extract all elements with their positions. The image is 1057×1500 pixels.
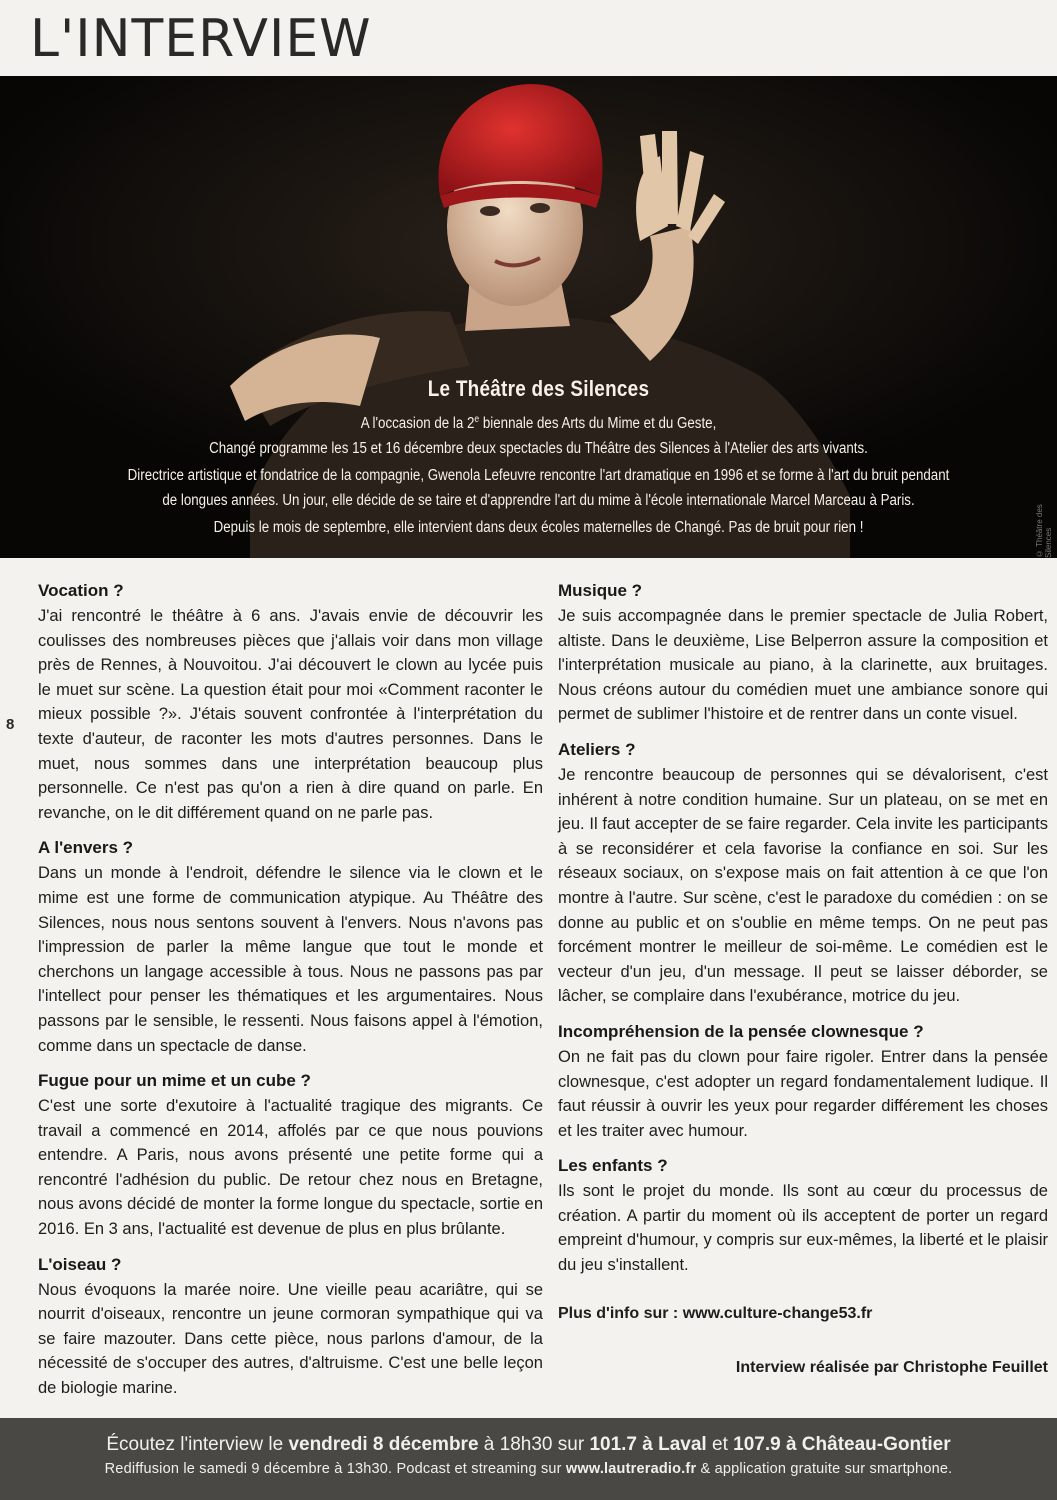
- section-heading: Ateliers ?: [558, 739, 636, 759]
- hero-title: Le Théâtre des Silences: [427, 376, 650, 401]
- section-text: C'est une sorte d'exutoire à l'actualité tragique des migrants. Ce travail a commencé en 2014, affolés par ce que nous pouvions entendre. A Paris, nous avons présenté une petite forme qui a rencontré l'adhésion du public. De retour chez nous en Bretagne, nous avons décidé de monter la forme longue du spectacle, sortie en 2016. En 3 ans, l'actualité est devenue de plus en plus brûlante.: [38, 1097, 543, 1239]
- right-column: [558, 578, 1048, 1381]
- left-column: [38, 578, 543, 1411]
- section-heading: Les enfants ?: [558, 1156, 668, 1176]
- section-text: J'ai rencontré le théâtre à 6 ans. J'avais envie de découvrir les coulisses des nombreuses pièces que j'allais voir dans mon village près de Rennes, à Nouvoitou. J'ai découvert le clown au lycée puis le muet sur scène. La question était pour moi «Comment raconter le mieux possible ?». J'étais souvent confrontée à l'interprétation du texte d'auteur, de raconter les mots d'autres personnes. Dans le muet, nous sommes dans une interprétation beaucoup plus personnelle. Ce n'est pas qu'on a rien à dire quand on parle. En revanche, on le dit différement quand on ne parle pas.: [38, 607, 543, 822]
- hero-caption: [127, 376, 950, 540]
- section-heading: Incompréhension de la pensée clownesque ?: [558, 1021, 924, 1041]
- radio-footer-banner: [0, 1418, 1057, 1500]
- section-heading: A l'envers ?: [38, 838, 134, 858]
- section-text: Je suis accompagnée dans le premier spectacle de Julia Robert, altiste. Dans le deuxième, Lise Belperron assure la composition et l'interprétation musicale au piano, à la clarinette, aux bruitages. Nous créons autour du comédien muet une ambiance sonore qui permet de sublimer l'histoire et de rentrer dans un conte visuel.: [558, 607, 1048, 724]
- section-enfants: [558, 1153, 1048, 1277]
- section-text: Dans un monde à l'endroit, défendre le silence via le clown et le mime est une forme de communication atypique. Au Théâtre des Silences, nous nous sentons souvent à l'envers. Nous n'avons pas l'impression de parler la même langue que tout le monde et cherchons un langage accessible à tous. Nous ne passons pas par l'intellect pour penser les thématiques et les argumentaires. Nous passons par le sensible, le ressenti. Nous faisons appel à l'émotion, comme dans un spectacle de danse.: [38, 864, 543, 1055]
- section-text: Je rencontre beaucoup de personnes qui se dévalorisent, c'est inhérent à notre condition humaine. Sur un plateau, on se met en jeu. Il faut accepter de se faire regarder. Cela invite les participants à se reconsidérer et cela favorise la confiance en soi. Sur les réseaux sociaux, on s'expose mais on fait attention à ce que l'on montre à l'autre. Sur scène, c'est le paradoxe du comédien : on se donne au public et on s'oublie en même temps. On ne peut pas forcément montrer le meilleur de soi-même. Le comédien est le vecteur d'un jeu, d'un message. Il peut se laisser déborder, se lâcher, se complaire dans l'exubérance, motrice du jeu.: [558, 765, 1048, 1006]
- hero-intro-1: A l'occasion de la 2e biennale des Arts du Mime et du Geste, Changé programme les 15 et 16 décembre deux spectacles du Théâtre des Silences à l'Atelier des arts vivants.: [209, 414, 868, 458]
- section-text: Ils sont le projet du monde. Ils sont au cœur du processus de création. A partir du moment où ils acceptent de porter un regard empreint d'humour, y compris sur eux-mêmes, la liberté et le plaisir du jeu s'installent.: [558, 1182, 1048, 1275]
- section-heading: Fugue pour un mime et un cube ?: [38, 1071, 311, 1091]
- section-heading: L'oiseau ?: [38, 1254, 122, 1274]
- section-heading: Vocation ?: [38, 581, 124, 600]
- section-clownesque: [558, 1019, 1048, 1143]
- section-ateliers: [558, 737, 1048, 1009]
- hero-photo: [0, 76, 1057, 558]
- byline: Interview réalisée par Christophe Feuillet: [735, 1359, 1048, 1377]
- photo-credit: © Théâtre des Silences: [1035, 504, 1053, 558]
- section-oiseau: [38, 1252, 543, 1401]
- hero-intro-2: Directrice artistique et fondatrice de la compagnie, Gwenola Lefeuvre rencontre l'art dramatique en 1996 et se forme à l'art du bruit pendant de longues années. Un jour, elle décide de se taire et d'apprendre l'art du mime à l'école internationale Marcel Marceau à Paris.: [127, 467, 950, 510]
- section-fugue: [38, 1068, 543, 1242]
- footer-rebroadcast-info: Rediffusion le samedi 9 décembre à 13h30. Podcast et streaming sur www.lautreradio.fr & application gratuite sur smartphone.: [104, 1461, 953, 1477]
- section-envers: [38, 835, 543, 1058]
- more-info-link: Plus d'info sur : www.culture-change53.fr: [558, 1304, 873, 1322]
- section-vocation: [38, 578, 543, 825]
- footer-broadcast-info: Écoutez l'interview le vendredi 8 décembre à 18h30 sur 101.7 à Laval et 107.9 à Château-Gontier: [106, 1434, 951, 1455]
- section-text: Nous évoquons la marée noire. Une vieille peau acariâtre, qui se nourrit d'oiseaux, rencontre un jeune cormoran sympathique qui va se faire mazouter. Dans cette pièce, nous parlons d'amour, de la nécessité de s'occuper des autres, d'altruisme. C'est une belle leçon de biologie marine.: [38, 1280, 543, 1398]
- page-number: 8: [6, 716, 15, 733]
- section-musique: [558, 578, 1048, 727]
- section-masthead: L'INTERVIEW: [30, 9, 372, 69]
- hero-intro-3: Depuis le mois de septembre, elle intervient dans deux écoles maternelles de Changé. Pas de bruit pour rien !: [213, 519, 864, 537]
- section-heading: Musique ?: [558, 581, 643, 600]
- section-text: On ne fait pas du clown pour faire rigoler. Entrer dans la pensée clownesque, c'est adopter un regard fondamentalement ludique. Il faut réussir à ouvrir les yeux pour regarder différement les choses et les traiter avec humour.: [558, 1047, 1048, 1140]
